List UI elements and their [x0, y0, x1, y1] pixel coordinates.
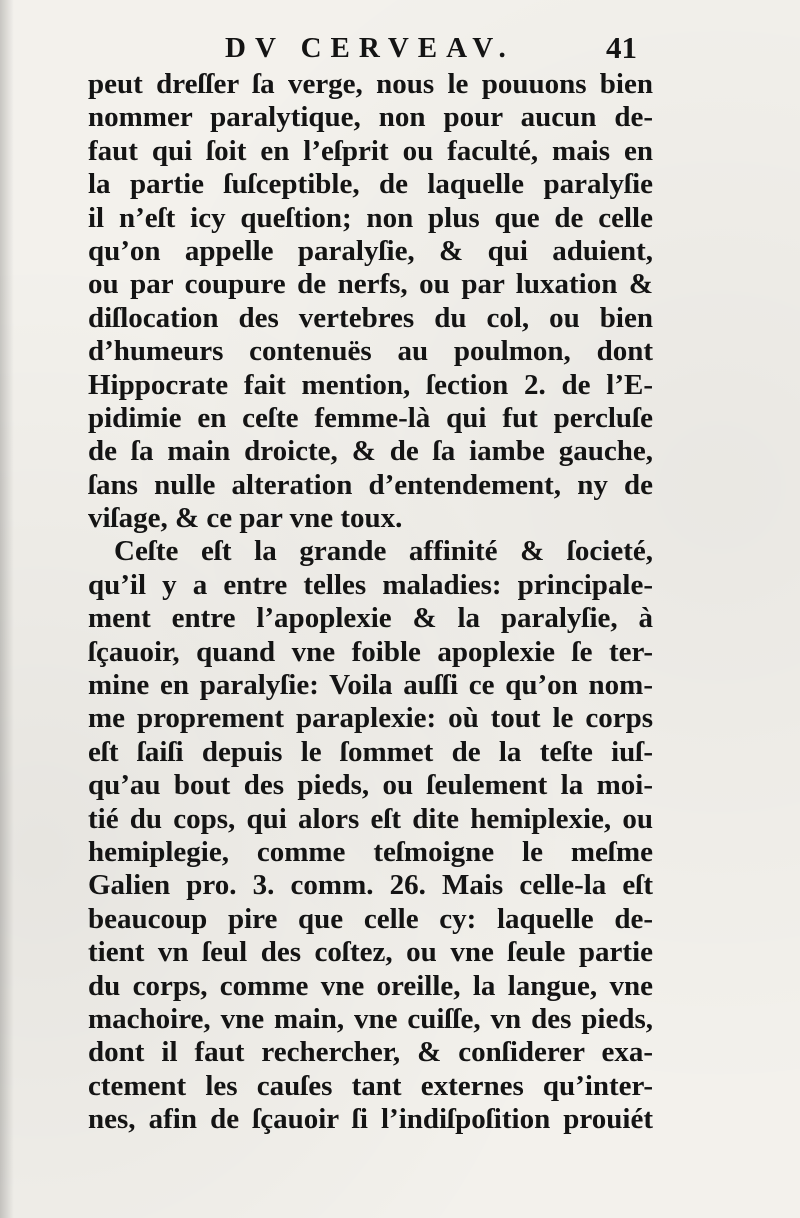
text-line: il n’eſt icy queſtion; non plus que de celle — [88, 201, 653, 234]
text-line: machoire, vne main, vne cuiſſe, vn des pieds, — [88, 1002, 653, 1035]
text-line: mine en paralyſie: Voila auſſi ce qu’on nom- — [88, 669, 653, 702]
text-line: hemiplegie, comme teſmoigne le meſme — [88, 835, 653, 868]
text-line: d’humeurs contenuës au poulmon, dont — [88, 335, 653, 368]
text-line: ſans nulle alteration d’entendement, ny de — [88, 468, 653, 501]
text-line: la partie ſuſceptible, de laquelle paralyſie — [88, 168, 653, 201]
text-line: dont il faut rechercher, & conſiderer exa- — [88, 1036, 653, 1069]
text-line: Hippocrate fait mention, ſection 2. de l’E- — [88, 368, 653, 401]
text-line: nes, afin de ſçauoir ſi l’indiſpoſition prouiét — [88, 1103, 653, 1136]
paragraph-start-line: Ceſte eſt la grande affinité & ſocieté, — [114, 535, 653, 568]
text-line: faut qui ſoit en l’eſprit ou faculté, mais en — [88, 134, 653, 167]
text-line: ment entre l’apoplexie & la paralyſie, à — [88, 602, 653, 635]
text-line: de ſa main droicte, & de ſa iambe gauche, — [88, 435, 653, 468]
text-line: tié du cops, qui alors eſt dite hemiplexie, ou — [88, 802, 653, 835]
text-line: qu’on appelle paralyſie, & qui aduient, — [88, 234, 653, 267]
text-line: ctement les cauſes tant externes qu’inter- — [88, 1069, 653, 1102]
text-line: pidimie en ceſte femme-là qui fut percluſe — [88, 401, 653, 434]
text-line: du corps, comme vne oreille, la langue, vne — [88, 969, 653, 1002]
text-line: peut dreſſer ſa verge, nous le pouuons bien — [88, 68, 653, 100]
text-line: tient vn ſeul des coſtez, ou vne ſeule partie — [88, 936, 653, 969]
running-title: DV CERVEAV. — [225, 32, 515, 64]
text-line: qu’au bout des pieds, ou ſeulement la moi- — [88, 769, 653, 802]
gutter-shadow — [0, 0, 14, 1218]
text-line: ſçauoir, quand vne foible apoplexie ſe ter- — [88, 635, 653, 668]
text-line: me proprement paraplexie: où tout le corps — [88, 702, 653, 735]
text-line: diſlocation des vertebres du col, ou bien — [88, 301, 653, 334]
text-line: ou par coupure de nerfs, ou par luxation & — [88, 268, 653, 301]
running-head — [0, 30, 800, 70]
text-line: qu’il y a entre telles maladies: principale- — [88, 568, 653, 601]
text-line: viſage, & ce par vne toux. — [88, 502, 403, 535]
text-line: eſt ſaiſi depuis le ſommet de la teſte iuſ- — [88, 735, 653, 768]
text-line: beaucoup pire que celle cy: laquelle de- — [88, 902, 653, 935]
text-line: Galien pro. 3. comm. 26. Mais celle-la eſt — [88, 869, 653, 902]
page-number: 41 — [606, 30, 637, 65]
body-text — [88, 68, 653, 1137]
text-line: nommer paralytique, non pour aucun de- — [88, 101, 653, 134]
